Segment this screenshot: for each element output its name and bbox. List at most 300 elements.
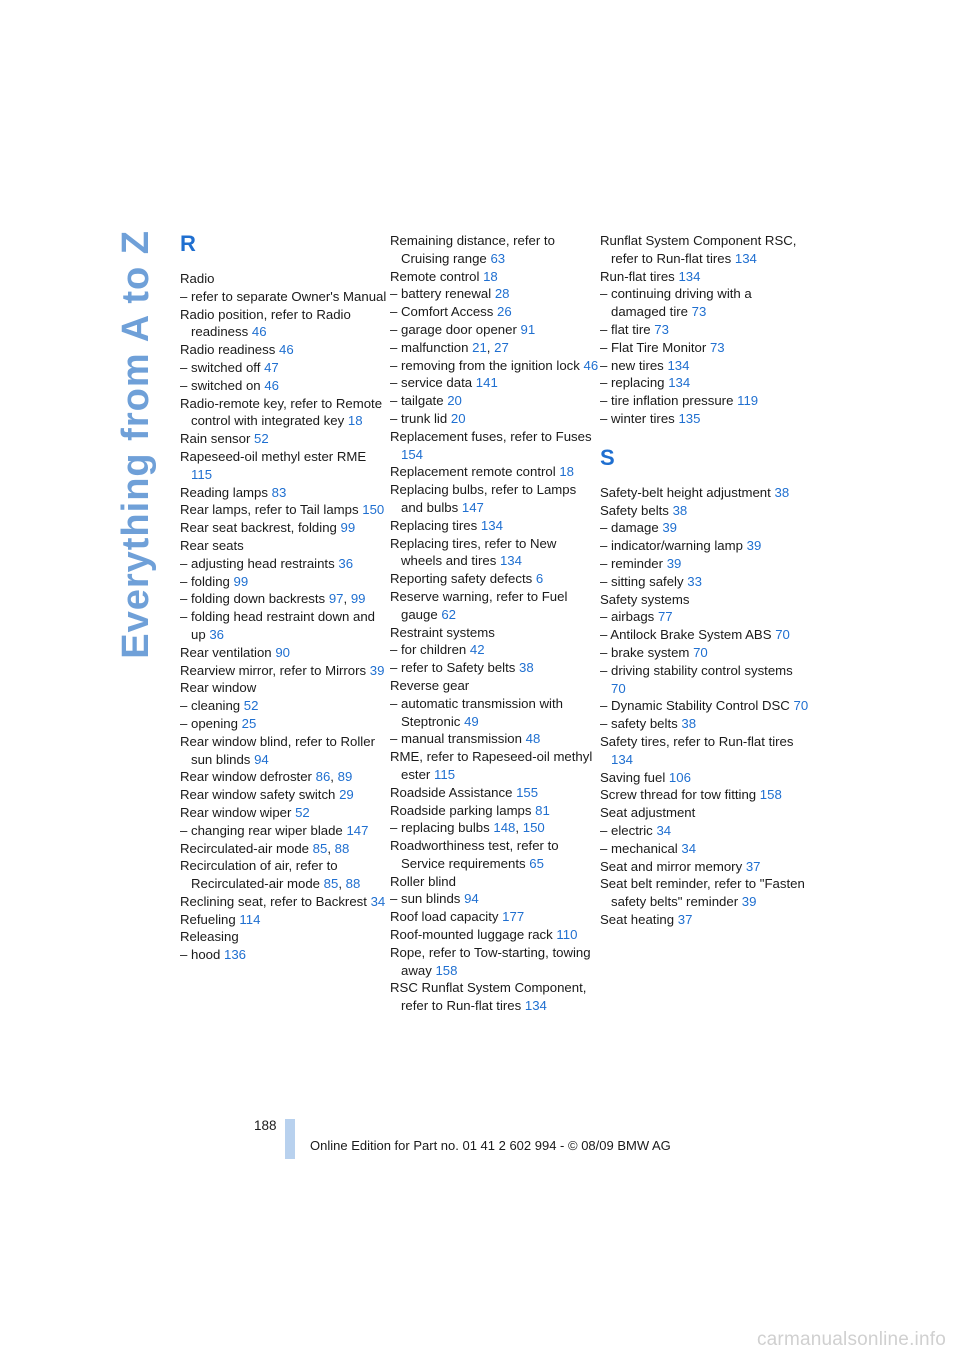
page-reference-link[interactable]: 134 <box>611 751 634 767</box>
index-entry-text: Runflat System Component RSC, refer to Run-flat tires <box>600 233 797 266</box>
index-entry <box>600 858 810 876</box>
page-reference-link[interactable]: 106 <box>668 769 691 785</box>
page-reference-link[interactable]: 135 <box>678 410 701 426</box>
page-reference-link[interactable]: 20 <box>447 393 462 409</box>
page-reference-link[interactable]: 27 <box>494 339 509 355</box>
index-entry-text: Recirculation of air, refer to Recirculated-air mode <box>180 858 338 892</box>
page-reference-link[interactable]: 150 <box>362 502 385 518</box>
index-entry <box>390 357 600 375</box>
index-entry <box>600 733 810 769</box>
index-entry-text: – tailgate <box>390 393 444 409</box>
page-reference-link[interactable]: 177 <box>502 909 525 925</box>
index-entry <box>600 374 810 392</box>
index-entry-text: Replacing bulbs, refer to Lamps and bulbs <box>390 482 577 515</box>
page-reference-link[interactable]: 155 <box>516 784 539 800</box>
index-entry <box>390 979 600 1015</box>
index-entry-text: Seat heating <box>600 911 675 927</box>
page-reference-link[interactable]: 158 <box>435 962 458 978</box>
index-entry-text: – tire inflation pressure <box>600 393 734 409</box>
page-reference-link[interactable]: 39 <box>741 894 757 910</box>
index-entry <box>390 695 600 731</box>
page-reference-link[interactable]: 18 <box>483 268 498 284</box>
index-entry <box>390 908 600 926</box>
index-entry-text: – driving stability control systems <box>600 662 793 678</box>
page-reference-link[interactable]: 99 <box>233 573 249 589</box>
index-entry <box>180 341 390 359</box>
section-side-title: Everything from A to Z <box>115 230 157 659</box>
page-reference-link[interactable]: 37 <box>677 911 693 927</box>
index-entry <box>600 268 810 286</box>
index-entry <box>180 786 390 804</box>
footer-accent-bar <box>285 1119 295 1159</box>
index-entry <box>180 911 390 929</box>
index-entry-text: – service data <box>390 375 473 391</box>
index-entry <box>180 519 390 537</box>
page-reference-link[interactable]: 73 <box>709 339 725 355</box>
index-entry-text: Saving fuel <box>600 769 666 785</box>
index-entry-text: – folding <box>180 573 230 589</box>
index-entry-text: Releasing <box>180 929 239 945</box>
index-entry-text: – reminder <box>600 555 664 571</box>
index-entry <box>390 677 600 695</box>
page-reference-link[interactable]: 37 <box>745 858 761 874</box>
page-reference-link[interactable]: 63 <box>490 250 506 266</box>
index-entry-text: – electric <box>600 822 653 838</box>
index-entry <box>600 697 810 715</box>
page-reference-link[interactable]: 70 <box>775 627 790 643</box>
page-reference-link[interactable]: 47 <box>264 359 279 375</box>
index-entry <box>600 644 810 662</box>
index-entry-text: – continuing driving with a damaged tire <box>600 286 752 320</box>
index-entry-text: Rear lamps, refer to Tail lamps <box>180 502 359 518</box>
index-entry-text: – battery renewal <box>390 286 492 302</box>
page-reference-link[interactable]: 73 <box>654 321 669 337</box>
page-reference-link[interactable]: 115 <box>191 466 213 482</box>
index-entry <box>600 339 810 357</box>
index-entry <box>180 733 390 769</box>
page-reference-link[interactable]: 89 <box>337 769 353 785</box>
index-entry-text: Replacement remote control <box>390 464 556 480</box>
index-entry <box>390 535 600 571</box>
page-reference-link[interactable]: 65 <box>529 855 544 871</box>
index-entry <box>600 911 810 929</box>
index-entry-text: – flat tire <box>600 321 651 337</box>
index-entry-text: Reverse gear <box>390 677 470 693</box>
index-entry-text: – switched on <box>180 377 261 393</box>
index-entry: – replacing bulbs 148, 150 <box>390 820 545 836</box>
index-entry-text: – refer to separate Owner's Manual <box>180 288 387 304</box>
index-entry <box>180 288 390 306</box>
index-entry <box>390 659 600 677</box>
index-entry-text: RME, refer to Rapeseed-oil methyl ester <box>390 749 593 782</box>
index-entry-text: Rear seats <box>180 537 244 553</box>
index-entry-text: Radio readiness <box>180 342 276 358</box>
page-reference-link[interactable]: 91 <box>520 321 536 337</box>
index-entry <box>390 321 600 339</box>
index-entry-text: – sun blinds <box>390 891 461 907</box>
index-entry-text: – trunk lid <box>390 410 448 426</box>
page-reference-link[interactable]: 34 <box>656 822 672 838</box>
page-reference-link[interactable]: 34 <box>681 840 697 856</box>
page-reference-link[interactable]: 94 <box>254 751 269 767</box>
index-entry-text: – folding down backrests <box>180 591 326 607</box>
index-entry <box>180 573 390 591</box>
page-reference-link[interactable]: 46 <box>251 324 267 340</box>
page-reference-link[interactable]: 115 <box>434 766 456 782</box>
page-reference-link[interactable]: 88 <box>345 876 361 892</box>
index-entry <box>390 428 600 464</box>
index-entry <box>600 484 810 502</box>
index-entry <box>600 285 810 321</box>
page-reference-link[interactable]: 83 <box>271 484 287 500</box>
page-reference-link[interactable]: 148 <box>493 820 516 836</box>
index-entry <box>390 232 600 268</box>
index-entry-text: – changing rear wiper blade <box>180 822 343 838</box>
page-reference-link[interactable]: 147 <box>461 499 484 515</box>
index-entry-text: – hood <box>180 947 221 963</box>
index-entry-text: Reading lamps <box>180 484 268 500</box>
index-entry-text: Rearview mirror, refer to Mirrors <box>180 662 367 678</box>
index-entry <box>600 321 810 339</box>
page-reference-link[interactable]: 86 <box>315 769 331 785</box>
index-entry <box>180 377 390 395</box>
index-entry <box>180 946 390 964</box>
page-reference-link[interactable]: 81 <box>535 802 550 818</box>
page-reference-link[interactable]: 90 <box>275 644 290 660</box>
index-entry-text: Safety belts <box>600 502 669 518</box>
index-entry-text: Replacing tires, refer to New wheels and tires <box>390 535 557 569</box>
index-entry-text: – for children <box>390 642 467 658</box>
index-entry-text: Recirculated-air mode <box>180 840 309 856</box>
index-entry-text: Replacement fuses, refer to Fuses <box>390 428 592 444</box>
page-reference-link[interactable]: 77 <box>657 609 673 625</box>
index-entry <box>390 374 600 392</box>
index-entry: – malfunction 21, 27 <box>390 339 509 355</box>
page-reference-link[interactable]: 134 <box>667 357 690 373</box>
page-reference-link[interactable]: 136 <box>224 947 247 963</box>
index-entry-text: Rear window wiper <box>180 804 292 820</box>
page-reference-link[interactable]: 39 <box>369 662 385 678</box>
index-entry-text: Rear window safety switch <box>180 787 336 803</box>
index-entry <box>600 232 810 268</box>
index-entry-text: Roadside Assistance <box>390 784 513 800</box>
index-entry-text: Seat adjustment <box>600 805 696 821</box>
page-reference-link[interactable]: 70 <box>693 644 708 660</box>
index-entry-text: Reclining seat, refer to Backrest <box>180 893 367 909</box>
index-entry <box>600 769 810 787</box>
page-reference-link[interactable]: 52 <box>243 698 259 714</box>
page-reference-link[interactable]: 88 <box>334 840 350 856</box>
page-reference-link[interactable]: 42 <box>469 642 485 658</box>
index-entry-text: Rear seat backrest, folding <box>180 520 337 536</box>
page-reference-link[interactable]: 147 <box>346 822 369 838</box>
page-reference-link[interactable]: 38 <box>681 716 697 732</box>
index-entry <box>390 570 600 588</box>
index-entry-text: – switched off <box>180 359 261 375</box>
index-entry <box>390 410 600 428</box>
index-entry <box>390 802 600 820</box>
index-entry <box>180 822 390 840</box>
index-entry-text: Rear ventilation <box>180 644 272 660</box>
index-entry <box>600 822 810 840</box>
index-entry <box>390 641 600 659</box>
index-entry-text: Refueling <box>180 911 236 927</box>
index-entry-text: Radio-remote key, refer to Remote control with integrated key <box>180 395 383 429</box>
index-entry: Rear window defroster 86, 89 <box>180 769 353 785</box>
index-columns <box>180 232 810 1015</box>
page-reference-link[interactable]: 141 <box>475 375 498 391</box>
index-entry <box>390 517 600 535</box>
page-reference-link[interactable]: 26 <box>497 304 512 320</box>
page-reference-link[interactable]: 39 <box>662 520 677 536</box>
page-reference-link[interactable]: 18 <box>347 413 363 429</box>
index-entry-text: – manual transmission <box>390 731 522 747</box>
index-entry <box>600 392 810 410</box>
page-reference-link[interactable]: 134 <box>668 375 691 391</box>
index-letter-heading: S <box>600 444 615 470</box>
index-entry-text: Reserve warning, refer to Fuel gauge <box>390 588 568 622</box>
page-reference-link[interactable]: 39 <box>666 555 682 571</box>
page-reference-link[interactable]: 52 <box>254 431 269 447</box>
index-entry <box>600 591 810 609</box>
page-reference-link[interactable]: 134 <box>678 268 701 284</box>
index-entry <box>180 484 390 502</box>
page-reference-link[interactable]: 21 <box>472 339 487 355</box>
page-reference-link[interactable]: 49 <box>464 713 479 729</box>
page-reference-link[interactable]: 52 <box>295 804 310 820</box>
index-entry <box>180 697 390 715</box>
index-entry-text: Rear window <box>180 680 257 696</box>
index-entry <box>390 268 600 286</box>
index-entry <box>180 679 390 697</box>
page-reference-link[interactable]: 46 <box>278 342 294 358</box>
index-entry-text: – removing from the ignition lock <box>390 357 580 373</box>
page-reference-link[interactable]: 18 <box>559 464 574 480</box>
index-entry <box>180 644 390 662</box>
index-entry-text: Safety systems <box>600 591 690 607</box>
index-entry-text: – automatic transmission with Steptronic <box>390 695 563 729</box>
index-entry <box>600 608 810 626</box>
index-entry <box>600 875 810 911</box>
index-entry <box>180 537 390 555</box>
index-entry-text: – new tires <box>600 357 664 373</box>
index-entry-text: – garage door opener <box>390 321 517 337</box>
index-entry <box>600 804 810 822</box>
page-reference-link[interactable]: 34 <box>370 893 386 909</box>
page-reference-link[interactable]: 36 <box>338 555 354 571</box>
index-entry-text: Rear window blind, refer to Roller sun blinds <box>180 733 375 767</box>
page-reference-link[interactable]: 134 <box>480 517 503 533</box>
index-entry <box>390 392 600 410</box>
page-reference-link[interactable]: 62 <box>441 606 457 622</box>
index-entry <box>600 786 810 804</box>
index-entry: – folding down backrests 97, 99 <box>180 591 366 607</box>
index-entry-text: – Flat Tire Monitor <box>600 339 707 355</box>
index-entry <box>390 588 600 624</box>
index-entry-text: Roof load capacity <box>390 909 499 925</box>
index-entry <box>180 359 390 377</box>
index-entry-text: – Antilock Brake System ABS <box>600 627 772 643</box>
page-reference-link[interactable]: 46 <box>583 357 599 373</box>
index-entry <box>390 624 600 642</box>
page-reference-link[interactable]: 154 <box>401 446 424 462</box>
index-entry-text: – Comfort Access <box>390 304 494 320</box>
index-entry-text: – malfunction <box>390 339 469 355</box>
page-reference-link[interactable]: 25 <box>241 715 257 731</box>
index-entry <box>390 873 600 891</box>
index-entry-text: Rope, refer to Tow-starting, towing away <box>390 944 591 978</box>
index-entry <box>600 519 810 537</box>
index-entry <box>600 537 810 555</box>
page-reference-link[interactable]: 110 <box>556 927 578 943</box>
page-reference-link[interactable]: 73 <box>691 304 707 320</box>
index-entry <box>390 463 600 481</box>
index-entry <box>180 555 390 573</box>
index-column-2 <box>390 232 600 1015</box>
page-reference-link[interactable]: 85 <box>323 876 339 892</box>
page-reference-link[interactable]: 99 <box>340 520 356 536</box>
page-reference-link[interactable]: 119 <box>737 393 759 409</box>
index-entry <box>390 944 600 980</box>
index-entry <box>180 270 390 288</box>
index-entry <box>600 840 810 858</box>
index-entry-text: Rain sensor <box>180 431 251 447</box>
footer-edition-note: Online Edition for Part no. 01 41 2 602 994 - © 08/09 BMW AG <box>310 1138 671 1153</box>
page-reference-link[interactable]: 150 <box>522 820 545 836</box>
index-entry <box>180 306 390 342</box>
watermark-text: carmanualsonline.info <box>756 1329 946 1350</box>
index-entry <box>600 626 810 644</box>
page-reference-link[interactable]: 158 <box>759 787 782 803</box>
index-column-1 <box>180 232 390 1015</box>
index-entry-text: – refer to Safety belts <box>390 660 516 676</box>
index-entry-text: Screw thread for tow fitting <box>600 787 757 803</box>
index-entry-text: – opening <box>180 715 238 731</box>
index-entry <box>600 410 810 428</box>
index-entry <box>180 893 390 911</box>
index-entry <box>180 608 390 644</box>
index-entry-text: Radio <box>180 271 215 286</box>
page-reference-link[interactable]: 134 <box>524 998 547 1014</box>
page-reference-link[interactable]: 99 <box>350 591 366 607</box>
index-entry-text: Roadside parking lamps <box>390 802 532 818</box>
index-entry-text: Reporting safety defects <box>390 571 533 587</box>
index-entry <box>390 784 600 802</box>
index-entry <box>390 730 600 748</box>
index-entry-text: Rear window defroster <box>180 769 312 785</box>
index-entry-text: – sitting safely <box>600 573 684 589</box>
page-reference-link[interactable]: 70 <box>793 698 809 714</box>
page-reference-link[interactable]: 46 <box>264 377 279 393</box>
index-entry-text: Remaining distance, refer to Cruising range <box>390 233 555 266</box>
index-entry-text: – indicator/warning lamp <box>600 538 743 554</box>
page-reference-link[interactable]: 38 <box>519 660 534 676</box>
index-entry-text: Safety-belt height adjustment <box>600 484 771 500</box>
index-entry-text: Roof-mounted luggage rack <box>390 927 553 943</box>
index-entry <box>600 662 810 698</box>
page-reference-link[interactable]: 48 <box>525 731 541 747</box>
index-entry <box>390 926 600 944</box>
index-entry-text: Seat belt reminder, refer to "Fasten safety belts" reminder <box>600 876 805 910</box>
index-entry-text: Seat and mirror memory <box>600 858 743 874</box>
index-entry-text: – replacing <box>600 375 665 391</box>
page-reference-link[interactable]: 85 <box>312 840 328 856</box>
index-entry-text: – mechanical <box>600 840 678 856</box>
index-entry <box>390 303 600 321</box>
index-entry-text: – cleaning <box>180 698 241 714</box>
index-entry-text: – winter tires <box>600 410 675 426</box>
index-entry <box>180 715 390 733</box>
index-entry <box>180 662 390 680</box>
page-reference-link[interactable]: 38 <box>672 502 688 518</box>
index-entry-text: RSC Runflat System Component, refer to Run-flat tires <box>390 980 587 1014</box>
index-entry-text: – brake system <box>600 644 690 660</box>
index-entry-text: Rapeseed-oil methyl ester RME <box>180 448 367 464</box>
page-reference-link[interactable]: 6 <box>535 571 544 587</box>
page-reference-link[interactable]: 94 <box>464 891 479 907</box>
index-entry <box>180 395 390 431</box>
page-reference-link[interactable]: 33 <box>687 573 702 589</box>
index-entry: Recirculated-air mode 85, 88 <box>180 840 350 856</box>
index-entry <box>600 555 810 573</box>
index-entry <box>600 357 810 375</box>
index-entry-text: – damage <box>600 520 659 536</box>
index-entry-text: Roller blind <box>390 873 456 889</box>
index-entry <box>600 715 810 733</box>
index-entry: Recirculation of air, refer to Recirculated-air mode 85, 88 <box>180 858 361 892</box>
index-entry <box>600 502 810 520</box>
index-entry <box>180 804 390 822</box>
page-reference-link[interactable]: 70 <box>611 680 626 696</box>
index-entry-text: Safety tires, refer to Run-flat tires <box>600 733 794 749</box>
index-entry-text: – folding head restraint down and up <box>180 609 376 642</box>
index-entry-text: – adjusting head restraints <box>180 555 335 571</box>
index-entry <box>180 430 390 448</box>
index-entry-text: – Dynamic Stability Control DSC <box>600 698 790 714</box>
page-reference-link[interactable]: 134 <box>734 250 757 266</box>
index-entry <box>390 748 600 784</box>
page-reference-link[interactable]: 36 <box>209 626 225 642</box>
index-entry-text: – airbags <box>600 609 655 625</box>
index-letter-heading: R <box>180 231 196 256</box>
index-entry-text: Run-flat tires <box>600 268 675 284</box>
index-entry <box>390 837 600 873</box>
index-entry-text: Restraint systems <box>390 624 495 640</box>
page-number: 188 <box>254 1118 277 1133</box>
index-entry-text: Replacing tires <box>390 517 478 533</box>
page-reference-link[interactable]: 134 <box>499 553 522 569</box>
page-reference-link[interactable]: 38 <box>774 484 790 500</box>
index-entry <box>180 448 390 484</box>
page-reference-link[interactable]: 39 <box>746 538 762 554</box>
index-entry-text: Roadworthiness test, refer to Service requirements <box>390 838 559 871</box>
index-entry-text: Remote control <box>390 268 480 284</box>
index-entry <box>390 890 600 908</box>
index-entry <box>390 481 600 517</box>
page-reference-link[interactable]: 20 <box>450 410 466 426</box>
index-entry-text: Radio position, refer to Radio readiness <box>180 306 351 340</box>
page-reference-link[interactable]: 29 <box>339 787 354 803</box>
page-reference-link[interactable]: 28 <box>494 286 510 302</box>
page-reference-link[interactable]: 114 <box>239 911 261 927</box>
index-column-3 <box>600 232 810 1015</box>
index-entry-text: – safety belts <box>600 716 678 732</box>
index-entry <box>180 501 390 519</box>
index-entry <box>180 928 390 946</box>
index-entry-text: – replacing bulbs <box>390 820 490 836</box>
page-reference-link[interactable]: 97 <box>328 591 344 607</box>
index-entry <box>600 573 810 591</box>
